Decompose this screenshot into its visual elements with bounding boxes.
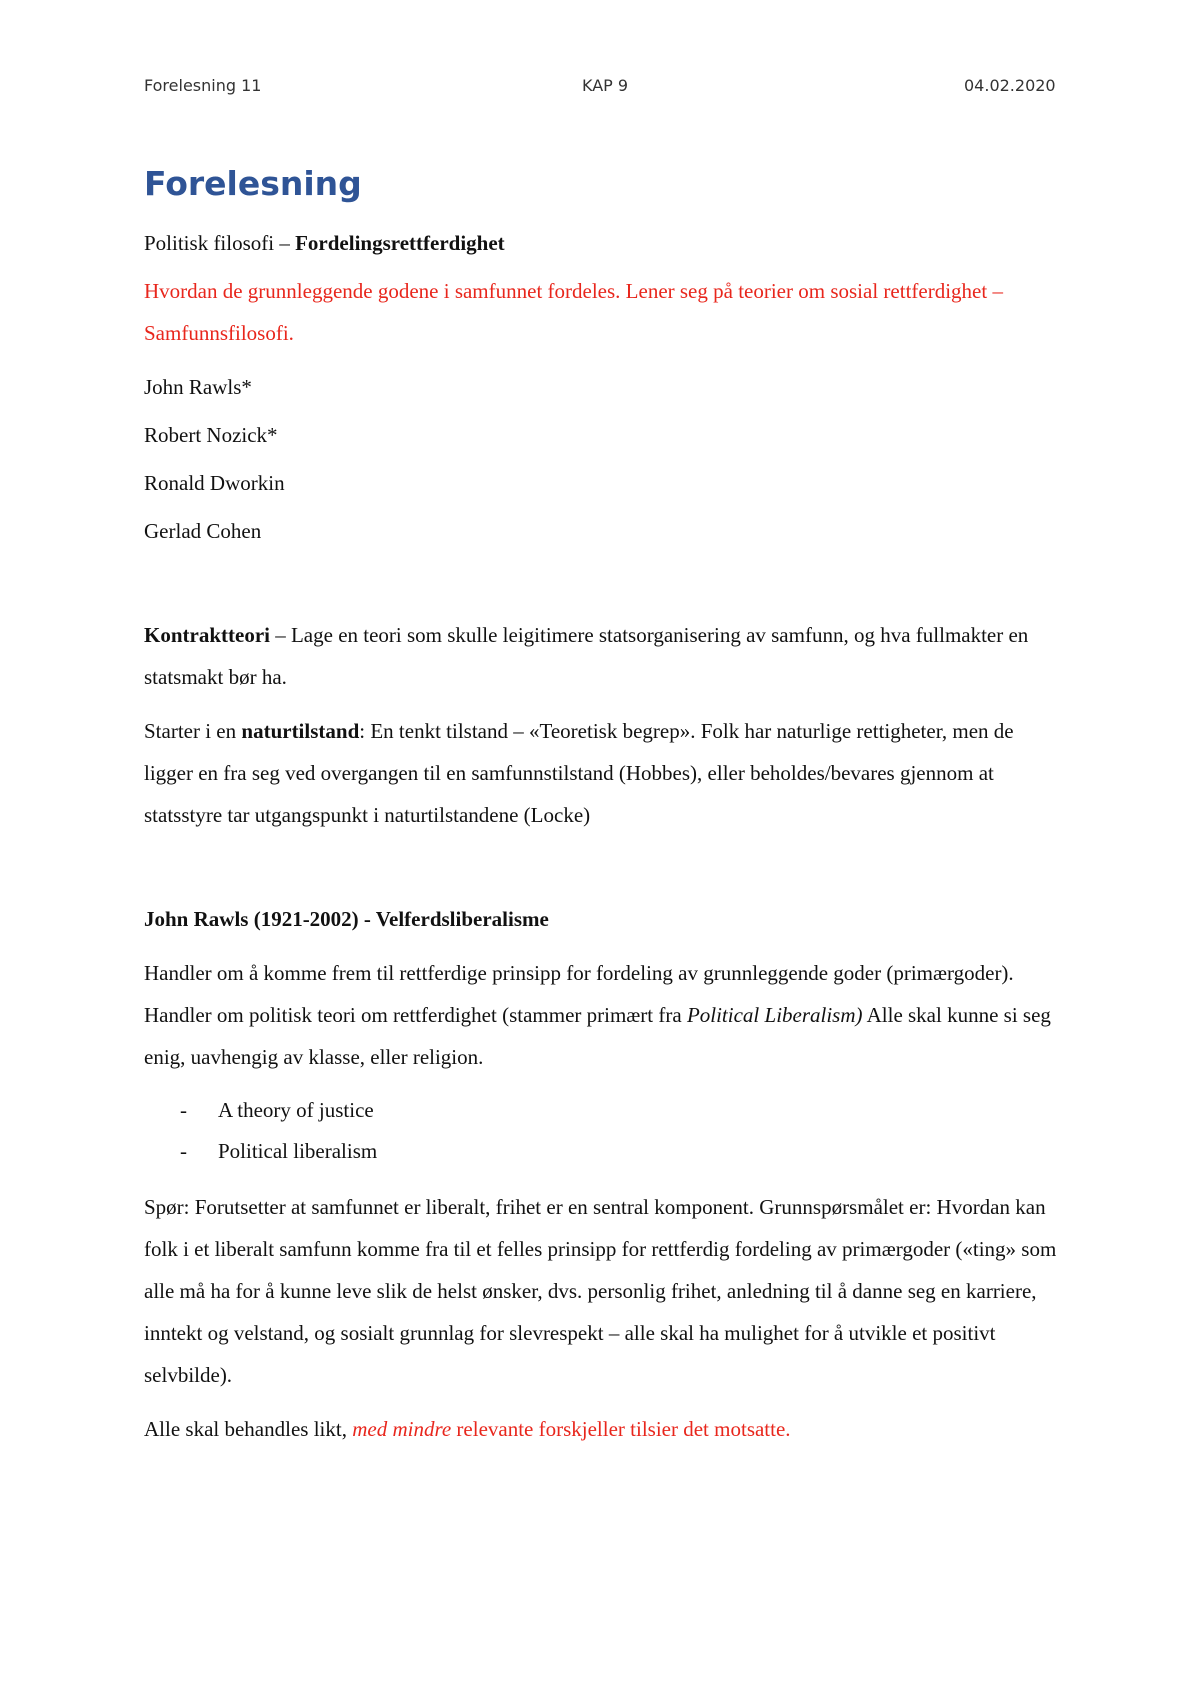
subtitle-bold: Fordelingsrettferdighet [295,231,505,255]
naturtilstand-prefix: Starter i en [144,719,242,743]
name-nozick: Robert Nozick* [144,423,278,447]
name-cohen: Gerlad Cohen [144,519,262,543]
list-item-text: A theory of justice [218,1098,374,1122]
kontraktteori-text: – Lage en teori som skulle leigitimere statsorganisering av samfunn, og hva fullmakter en statsmakt bør ha. [144,623,1029,689]
handler-paragraph [144,952,1064,1078]
header-left: Forelesning 11 [144,76,262,95]
document-body [144,160,1064,1462]
header-date: 04.02.2020 [964,76,1056,95]
last-red-rest: relevante forskjeller tilsier det motsatte. [451,1417,791,1441]
name-rawls: John Rawls* [144,375,252,399]
naturtilstand-paragraph [144,710,1064,836]
subtitle [144,222,1064,264]
book-list [144,1090,1064,1172]
list-item-text: Political liberalism [218,1139,378,1163]
handler-italic: Political Liberalism) [686,1003,863,1027]
rawls-heading-text: John Rawls (1921-2002) - Velferdsliberalisme [144,907,549,931]
spacer [144,848,1064,898]
page-title: Forelesning [144,164,362,203]
name-dworkin: Ronald Dworkin [144,471,285,495]
list-item [144,1090,1064,1131]
list-marker: - [180,1098,187,1122]
intro-paragraph: Hvordan de grunnleggende godene i samfunnet fordeles. Lener seg på teorier om sosial rettferdighet – Samfunnsfilosofi. [144,279,1003,345]
handler-rest: Alle skal kunne si seg enig, uavhengig av klasse, eller religion. [144,1003,1051,1069]
last-prefix: Alle skal behandles likt, [144,1417,353,1441]
spor-paragraph: Spør: Forutsetter at samfunnet er liberalt, frihet er en sentral komponent. Grunnspørsmålet er: Hvordan kan folk i et liberalt samfunn komme fra til et felles prinsipp for rettferdig fordeling av primærgoder («ting» som alle må ha for å kunne leve slik de helst ønsker, dvs. personlig frihet, anledning til å danne seg en karriere, inntekt og velstand, og sosialt grunnlag for slevrespekt – alle skal ha mulighet for å utvikle et positivt selvbilde). [144,1195,1057,1387]
naturtilstand-text: : En tenkt tilstand – «Teoretisk begrep». Folk har naturlige rettigheter, men de ligger en fra seg ved overgangen til en samfunnstilstand (Hobbes), eller beholdes/bevares gjennom at statsstyre tar utgangspunkt i naturtilstandene (Locke) [144,719,1014,827]
last-italic-red: med mindre [352,1417,452,1441]
subtitle-prefix: Politisk filosofi – [144,231,296,255]
last-paragraph [144,1408,1064,1450]
header-center: KAP 9 [582,76,629,95]
list-item [144,1131,1064,1172]
handler-text: Handler om å komme frem til rettferdige prinsipp for fordeling av grunnleggende goder (primærgoder). Handler om politisk teori om rettferdighet (stammer primært fra [144,961,1014,1027]
kontraktteori-paragraph [144,614,1064,698]
rawls-heading [144,898,1064,940]
list-marker: - [180,1139,187,1163]
naturtilstand-term: naturtilstand [241,719,360,743]
spacer [144,558,1064,614]
kontraktteori-term: Kontraktteori [144,623,270,647]
